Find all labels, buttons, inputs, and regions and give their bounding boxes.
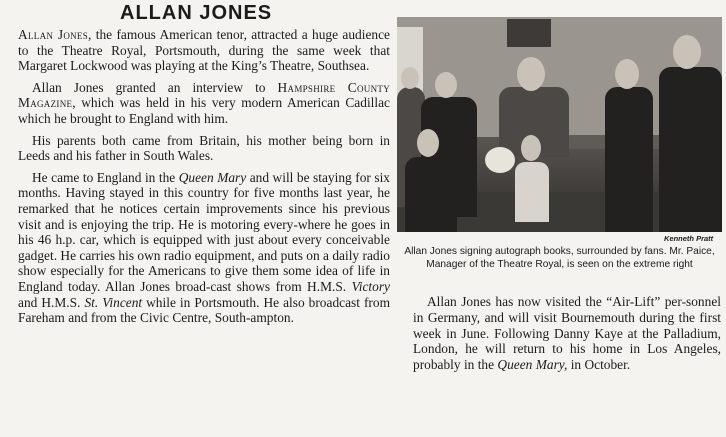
ship-name-st-vincent: St. Vincent (84, 294, 143, 310)
name-smallcaps: Allan Jones (18, 27, 89, 42)
ship-name-victory: Victory (351, 278, 390, 294)
magazine-name: Hampshire County Magazine (18, 79, 390, 111)
ship-name-closing: Queen Mary, (497, 357, 568, 373)
paragraph-interview-post: , which was held in his very modern American Cadillac which he brought to England with him. (18, 95, 390, 126)
paragraph-closing-post: in October. (567, 357, 631, 373)
paragraph-visit-pre: He came to England in the (32, 169, 179, 185)
paragraph-visit-mid2: and H.M.S. (18, 294, 85, 310)
paragraph-interview (18, 80, 390, 127)
paragraph-parents: His parents both came from Britain, his mother being born in Leeds and his father in South Wales. (18, 132, 390, 164)
paragraph-visit-post: while in Portsmouth. He also broadcast from Fareham and from the Civic Centre, South-ampton. (18, 294, 390, 326)
paragraph-visit-mid: and will be staying for six months. Having stayed in this country for five months last year, he remarked that he notices certain improvements since his previous visit and is enjoying the trip. He is motoring every-where he goes in his 46 h.p. car, which is equipped with just about every conceivable gadget. He carries his own radio equipment, and puts on a daily radio show especially for the Americans to give them some idea of life in England today. Allan Jones broad-cast shows from H.M.S. (18, 169, 390, 294)
paragraph-closing-pre: Allan Jones has now visited the “Air-Lift” per-sonnel in Germany, and will visit Bournemouth during the first week in June. Following Danny Kaye at the Palladium, London, he will return to his home in Los Angeles, probably in the (413, 294, 721, 373)
article-left-column (18, 27, 390, 332)
article-photo (397, 17, 722, 232)
photo-credit: Kenneth Pratt (664, 234, 714, 243)
photo-caption: Allan Jones signing autograph books, surrounded by fans. Mr. Paice, Manager of the Theatre Royal, is seen on the extreme right (404, 246, 715, 270)
paragraph-closing (413, 294, 721, 373)
paragraph-intro-text: , the famous American tenor, attracted a huge audience to the Theatre Royal, Portsmouth, during the same week that Margaret Lockwood was playing at the King’s Theatre, Southsea. (18, 27, 390, 74)
paragraph-visit (18, 170, 390, 326)
paragraph-interview-pre: Allan Jones granted an interview to (32, 79, 278, 95)
paragraph-intro (18, 27, 390, 74)
article-title: ALLAN JONES (120, 2, 273, 24)
ship-name: Queen Mary (178, 169, 247, 185)
